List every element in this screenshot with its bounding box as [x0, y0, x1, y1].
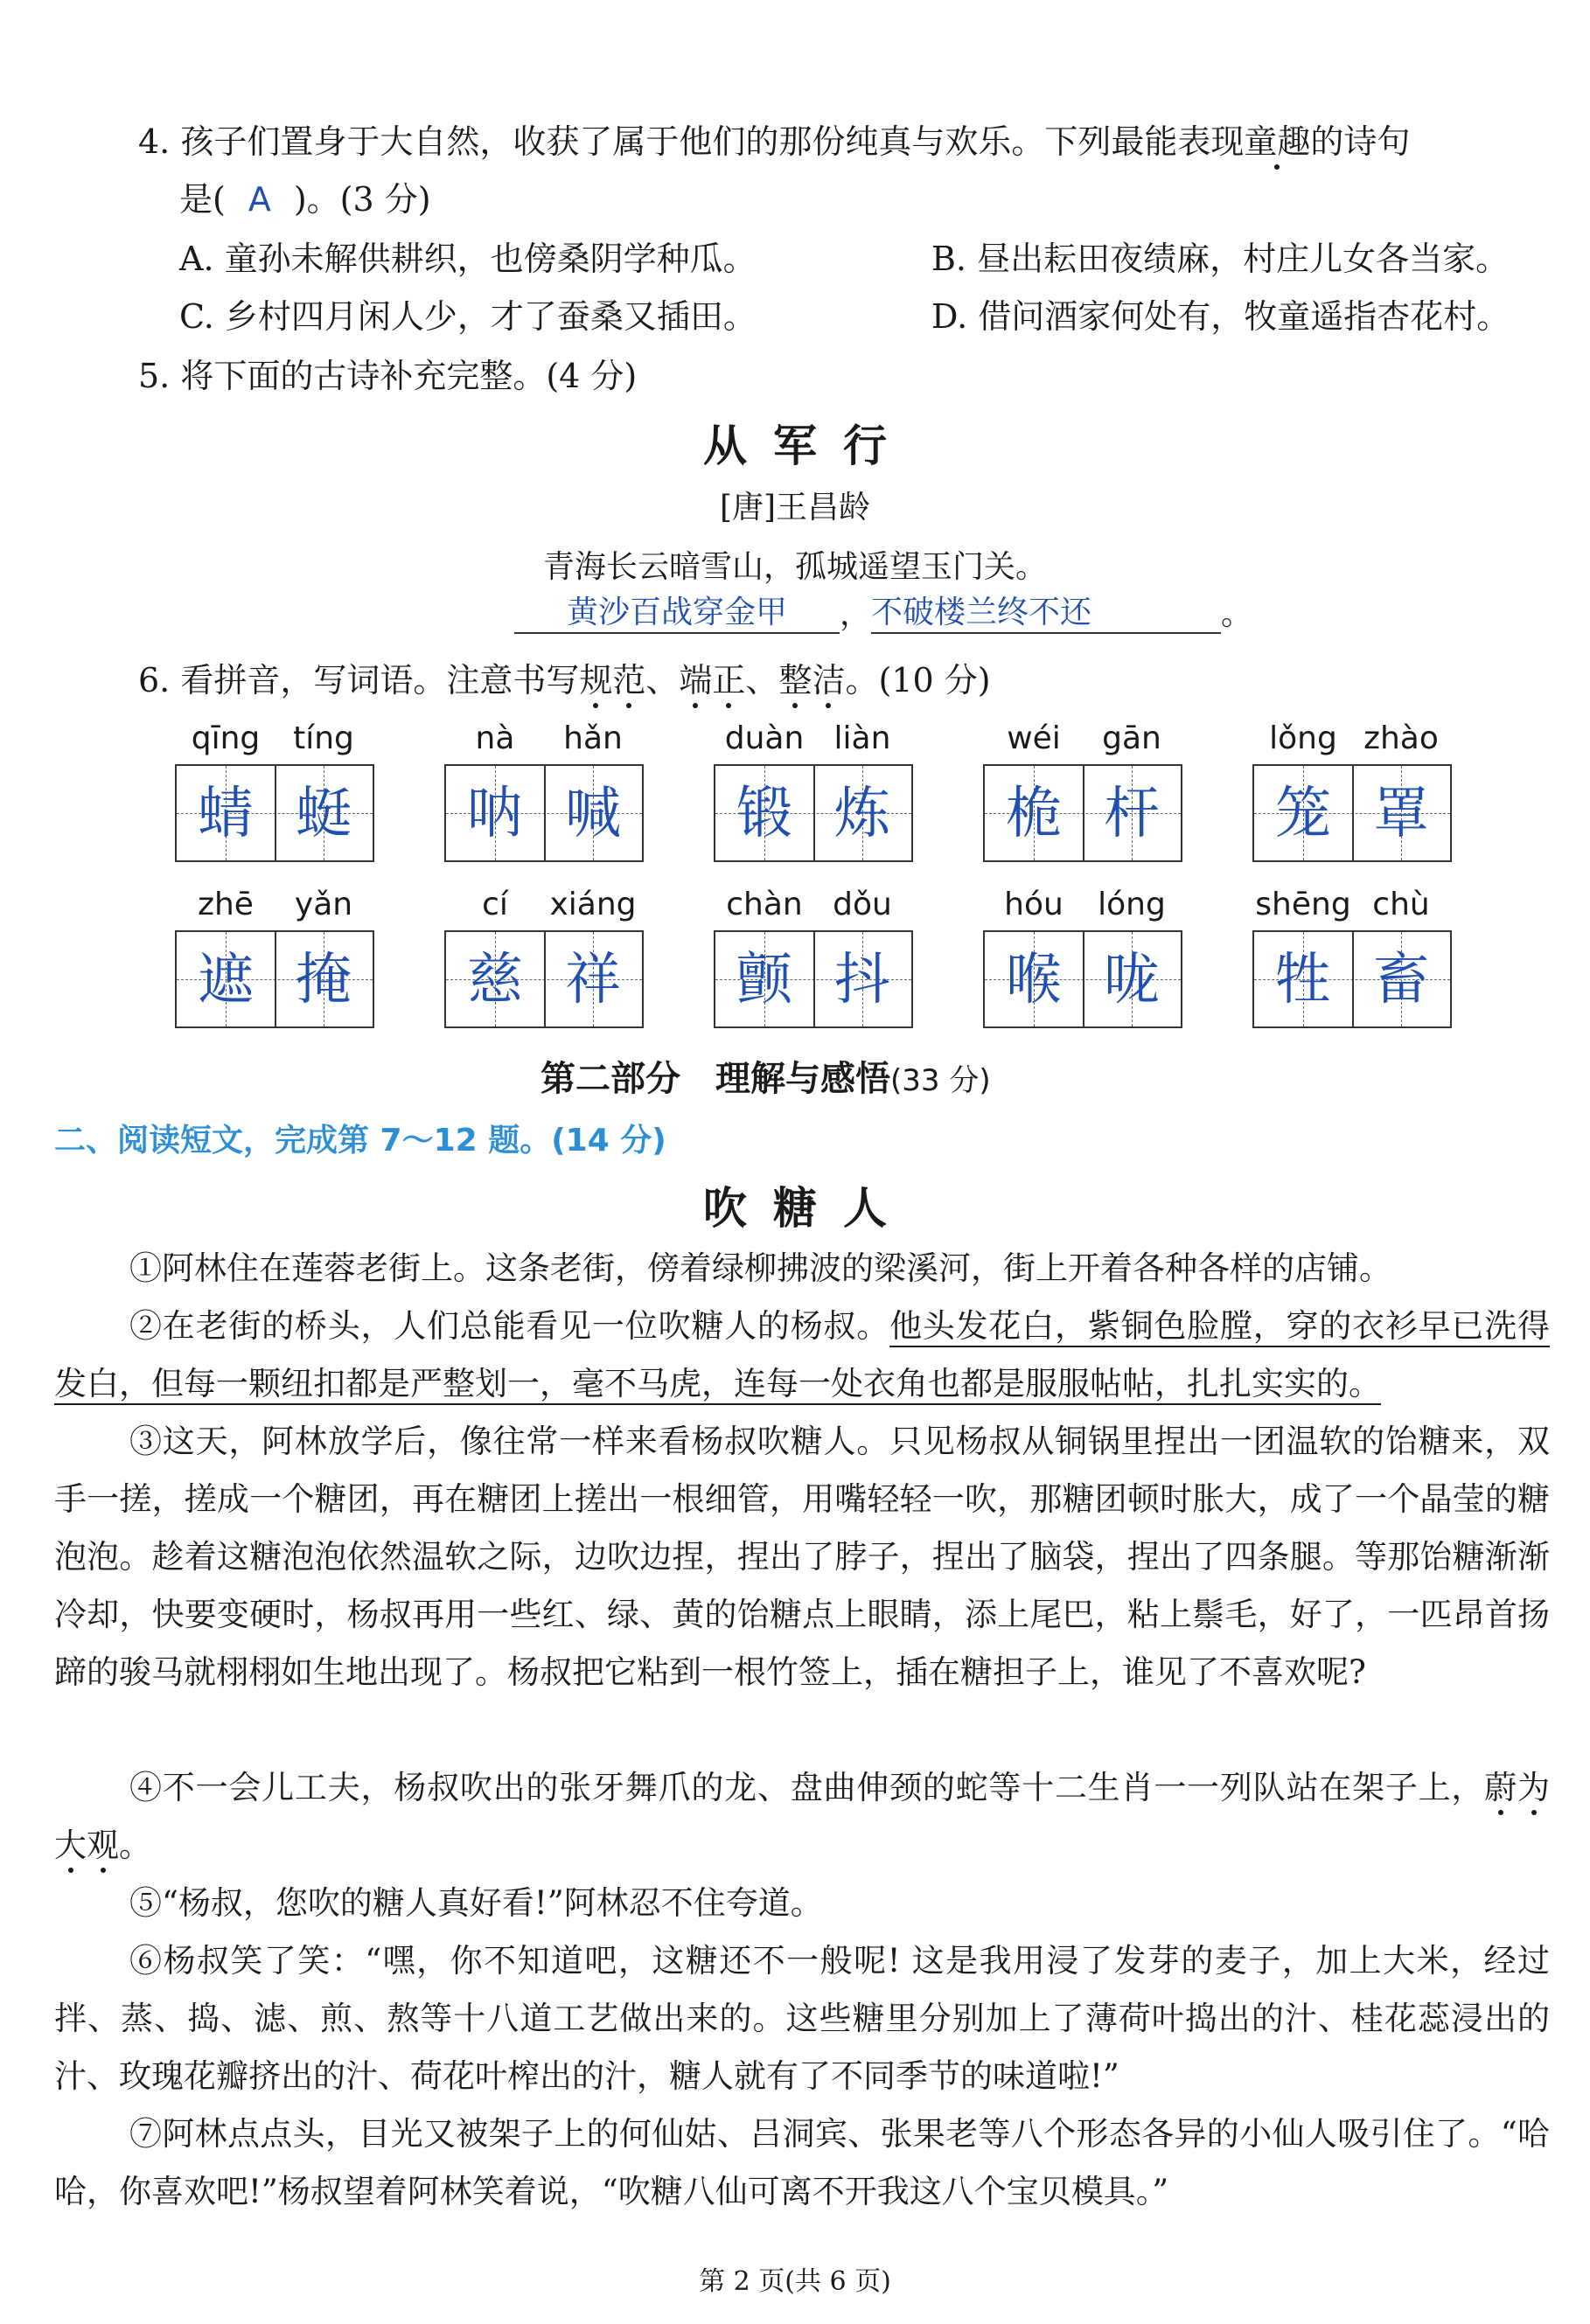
pinyin-syllable: hǎn: [563, 720, 623, 756]
writing-box: [714, 764, 913, 862]
poem-answer2: 不破楼兰终不还: [871, 595, 1092, 630]
written-char: 牲: [1275, 948, 1331, 1012]
written-char: 喉: [1006, 948, 1062, 1012]
written-char: 祥: [565, 948, 621, 1012]
pinyin-syllable: xiáng: [549, 887, 637, 922]
q6-stem: 6. 看拼音，写词语。注意书写规范、端正、整洁。(10 分): [138, 661, 991, 699]
writing-box: [175, 930, 374, 1028]
pinyin-syllable: lǒng: [1269, 720, 1337, 756]
poem-line2: 黄沙百战穿金甲 ，不破楼兰终不还 。: [514, 588, 1252, 634]
written-char: 颤: [736, 948, 792, 1012]
pinyin-syllable: hóu: [1004, 887, 1063, 922]
written-char: 杆: [1104, 782, 1160, 846]
passage-emphasis: 蔚为大观: [54, 1769, 1551, 1864]
q5-stem: 5. 将下面的古诗补充完整。(4 分): [138, 357, 638, 395]
pinyin-syllable: liàn: [833, 720, 891, 756]
passage-p2: ②在老街的桥头，人们总能看见一位吹糖人的杨叔。他头发花白，紫铜色脸膛，穿的衣衫早已洗得发白，但每一颗纽扣都是严整划一，毫不马虎，连每一处衣角也都是服服帖帖，扎扎实实的。: [54, 1307, 1551, 1402]
written-char: 炼: [834, 782, 890, 846]
pinyin-syllable: chù: [1372, 887, 1430, 922]
passage-p6: ⑥杨叔笑了笑：“嘿，你不知道吧，这糖还不一般呢! 这是我用浸了发芽的麦子，加上大米，经过拌、蒸、捣、滤、煎、熬等十八道工艺做出来的。这些糖里分别加上了薄荷叶捣出的汁、桂花蕊浸出的汁、玫瑰花瓣挤出的汁、荷花叶榨出的汁，糖人就有了不同季节的味道啦!”: [54, 1942, 1550, 2095]
q4-option-d: D. 借问酒家何处有，牧童遥指杏花村。: [931, 297, 1510, 336]
pinyin-syllable: chàn: [726, 887, 803, 922]
written-char: 呐: [467, 782, 523, 846]
q4-stem-line2: 是( A )。(3 分): [179, 180, 431, 219]
writing-box: [1252, 930, 1452, 1028]
writing-box: [714, 930, 913, 1028]
pinyin-syllable: duàn: [724, 720, 805, 756]
written-char: 桅: [1006, 782, 1062, 846]
q4-option-b: B. 昼出耘田夜绩麻，村庄儿女各当家。: [931, 240, 1510, 278]
written-char: 喊: [565, 782, 621, 846]
pinyin-syllable: yǎn: [294, 887, 353, 922]
poem-line1: 青海长云暗雪山，孤城遥望玉门关。: [542, 549, 1047, 585]
written-char: 抖: [834, 948, 890, 1012]
pinyin-syllable: tíng: [293, 720, 354, 756]
q6-emphasis: 规范、端正、整洁: [579, 661, 846, 699]
pinyin-syllable: lóng: [1098, 887, 1166, 922]
passage-p7: ⑦阿林点点头，目光又被架子上的何仙姑、吕洞宾、张果老等八个形态各异的小仙人吸引住了。“哈哈，你喜欢吧!”杨叔望着阿林笑着说，“吹糖八仙可离不开我这八个宝贝模具。”: [54, 2115, 1550, 2210]
written-char: 咙: [1104, 948, 1160, 1012]
writing-box: [444, 930, 644, 1028]
pinyin-syllable: gān: [1102, 720, 1161, 756]
pinyin-syllable: cí: [482, 887, 508, 922]
written-char: 遮: [198, 948, 254, 1012]
written-char: 蜓: [296, 782, 352, 846]
q4-emphasis: 童趣: [1244, 122, 1311, 161]
pinyin-syllable: zhào: [1363, 720, 1439, 756]
writing-box: [175, 764, 374, 862]
pinyin-syllable: nà: [475, 720, 515, 756]
page-footer: 第 2 页(共 6 页): [699, 2266, 891, 2297]
written-char: 掩: [296, 948, 352, 1012]
underlined-sentence: 他头发花白，紫铜色脸膛，穿的衣衫早已洗得发白，但每一颗纽扣都是严整划一，毫不马虎，连每一处衣角也都是服服帖帖，扎扎实实的。: [54, 1307, 1551, 1402]
passage-p5: ⑤“杨叔，您吹的糖人真好看!”阿林忍不住夸道。: [129, 1884, 823, 1922]
pinyin-syllable: zhē: [198, 887, 254, 922]
q4-answer: A: [248, 180, 271, 219]
passage-title: 吹糖人: [703, 1183, 913, 1234]
written-char: 畜: [1373, 948, 1429, 1012]
writing-box: [983, 764, 1182, 862]
pinyin-syllable: dǒu: [833, 887, 892, 922]
writing-box: [1252, 764, 1452, 862]
passage-p3: ③这天，阿林放学后，像往常一样来看杨叔吹糖人。只见杨叔从铜锅里捏出一团温软的饴糖来，双手一搓，搓成一个糖团，再在糖团上搓出一根细管，用嘴轻轻一吹，那糖团顿时胀大，成了一个晶莹的糖泡泡。趁着这糖泡泡依然温软之际，边吹边捏，捏出了脖子，捏出了脑袋，捏出了四条腿。等那饴糖渐渐冷却，快要变硬时，杨叔再用一些红、绿、黄的饴糖点上眼睛，添上尾巴，粘上鬃毛，好了，一匹昂首扬蹄的骏马就栩栩如生地出现了。杨叔把它粘到一根竹签上，插在糖担子上，谁见了不喜欢呢?: [54, 1423, 1550, 1691]
passage-p1: ①阿林住在莲蓉老街上。这条老街，傍着绿柳拂波的梁溪河，街上开着各种各样的店铺。: [129, 1249, 1391, 1287]
written-char: 蜻: [198, 782, 254, 846]
part2-heading: 第二部分 理解与感悟(33 分): [540, 1059, 991, 1099]
q4-option-a: A. 童孙未解供耕织，也傍桑阴学种瓜。: [179, 240, 757, 278]
writing-box: [983, 930, 1182, 1028]
q4-option-c: C. 乡村四月闲人少，才了蚕桑又插田。: [179, 297, 757, 336]
poem-title: 从军行: [703, 421, 913, 471]
passage-p4: ④不一会儿工夫，杨叔吹出的张牙舞爪的龙、盘曲伸颈的蛇等十二生肖一一列队站在架子上，蔚为大观。: [54, 1769, 1551, 1864]
written-char: 罩: [1373, 782, 1429, 846]
section-two-heading: 二、阅读短文，完成第 7～12 题。(14 分): [54, 1123, 666, 1159]
written-char: 锻: [736, 782, 792, 846]
q4-stem-line1: 4. 孩子们置身于大自然，收获了属于他们的那份纯真与欢乐。下列最能表现童趣的诗句: [138, 122, 1411, 161]
poem-answer1: 黄沙百战穿金甲: [566, 595, 787, 630]
pinyin-syllable: wéi: [1007, 720, 1061, 756]
written-char: 笼: [1275, 782, 1331, 846]
pinyin-syllable: shēng: [1255, 887, 1351, 922]
writing-box: [444, 764, 644, 862]
pinyin-syllable: qīng: [191, 720, 261, 756]
poem-author: [唐]王昌龄: [719, 490, 871, 525]
written-char: 慈: [467, 948, 523, 1012]
